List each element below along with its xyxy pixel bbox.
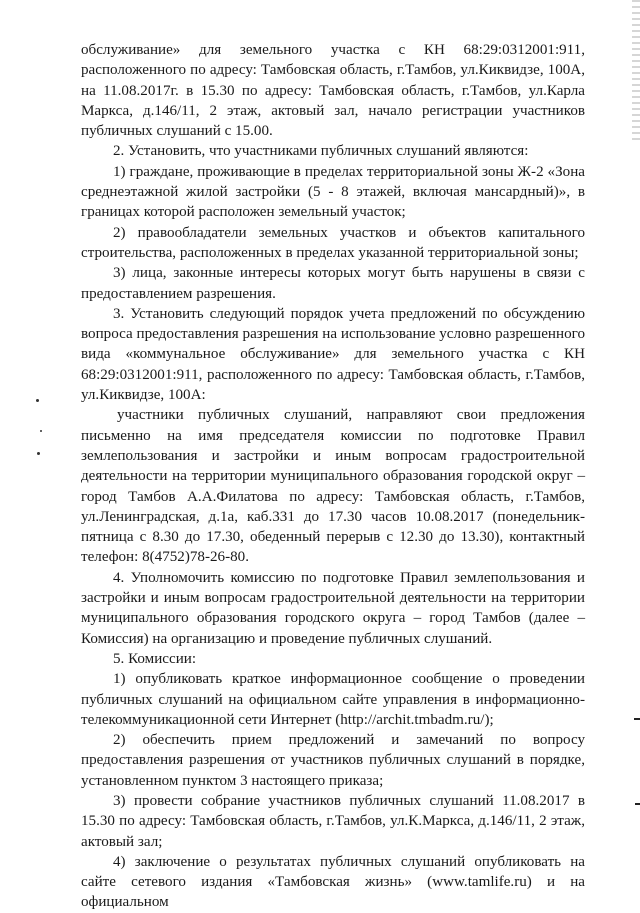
paragraph-continuation: обслуживание» для земельного участка с КН 68:29:0312001:911, расположенного по адресу: Тамбовская область, г.Тамбов, ул.Киквидзе, 100А, на 11.08.2017г. в 15.30 по адресу: Тамбовская область, г.Тамбов, ул.Карла Маркса, д.146/11, 2 этаж, актовый зал, начало регистрации участников публичных слушаний с 15.00. — [81, 42, 585, 140]
scan-speck — [40, 430, 42, 432]
paragraph-item-3: 3. Установить следующий порядок учета предложений по обсуждению вопроса предоставления разрешения на использование условно разрешенного вида «коммунальное обслуживание» для земельного участка с КН 68:29:0312001:911, расположенного по адресу: Тамбовская область, г.Тамбов, ул.Киквидзе, 100А: — [81, 305, 585, 404]
paragraph-item-5: 5. Комиссии: — [113, 650, 197, 667]
scan-speck — [37, 452, 40, 455]
scan-speck — [36, 399, 39, 402]
paragraph-item-3-details: участники публичных слушаний, направляют свои предложения письменно на имя председателя комиссии по подготовке Правил землепользования и застройки и иным вопросам градостроительной деятельности на территории муниципального образования городской округ – город Тамбов А.А.Филатова по адресу: Тамбовская область, г.Тамбов, ул.Ленинградская, д.1а, каб.331 до 17.30 часов 10.08.2017 (понедельник-пятница с 8.30 до 17.30, обеденный перерыв с 12.30 до 13.30), контактный телефон: 8(4752)78-26-80. — [81, 407, 585, 566]
document-page — [81, 40, 585, 913]
paragraph-subitem-5-3: 3) провести собрание участников публичных слушаний 11.08.2017 в 15.30 по адресу: Тамбовская область, г.Тамбов, ул.К.Маркса, д.146/11, 2 этаж, актовый зал; — [81, 792, 585, 850]
paragraph-item-4: 4. Уполномочить комиссию по подготовке Правил землепользования и застройки и иным вопросам градостроительной деятельности на территории муниципального образования городского округа – город Тамбов (далее – Комиссия) на организацию и проведение публичных слушаний. — [81, 569, 585, 647]
paragraph-subitem-5-4: 4) заключение о результатах публичных слушаний опубликовать на сайте сетевого издания «Тамбовская жизнь» (www.tamlife.ru) и на официальном — [81, 853, 585, 911]
paragraph-subitem-5-1: 1) опубликовать краткое информационное сообщение о проведении публичных слушаний на официальном сайте управления в информационно-телекоммуникационной сети Интернет (http://archit.tmbadm.ru/); — [81, 671, 585, 728]
paragraph-item-2: 2. Установить, что участниками публичных слушаний являются: — [113, 143, 529, 160]
paragraph-subitem-2-1: 1) граждане, проживающие в пределах территориальной зоны Ж-2 «Зона среднеэтажной жилой застройки (5 - 8 этажей, включая мансардный)», в границах которой расположен земельный участок; — [81, 163, 585, 221]
paragraph-subitem-2-2: 2) правообладатели земельных участков и объектов капитального строительства, расположенных в пределах указанной территориальной зоны; — [81, 224, 585, 261]
paragraph-subitem-5-2: 2) обеспечить прием предложений и замечаний по вопросу предоставления разрешения от участников публичных слушаний в порядке, установленном пунктом 3 настоящего приказа; — [81, 732, 585, 789]
paragraph-subitem-2-3: 3) лица, законные интересы которых могут быть нарушены в связи с предоставлением разрешения. — [81, 265, 585, 302]
scan-edge-mark — [634, 718, 640, 720]
scan-edge-mark — [635, 803, 640, 805]
scan-edge-noise — [632, 0, 640, 140]
